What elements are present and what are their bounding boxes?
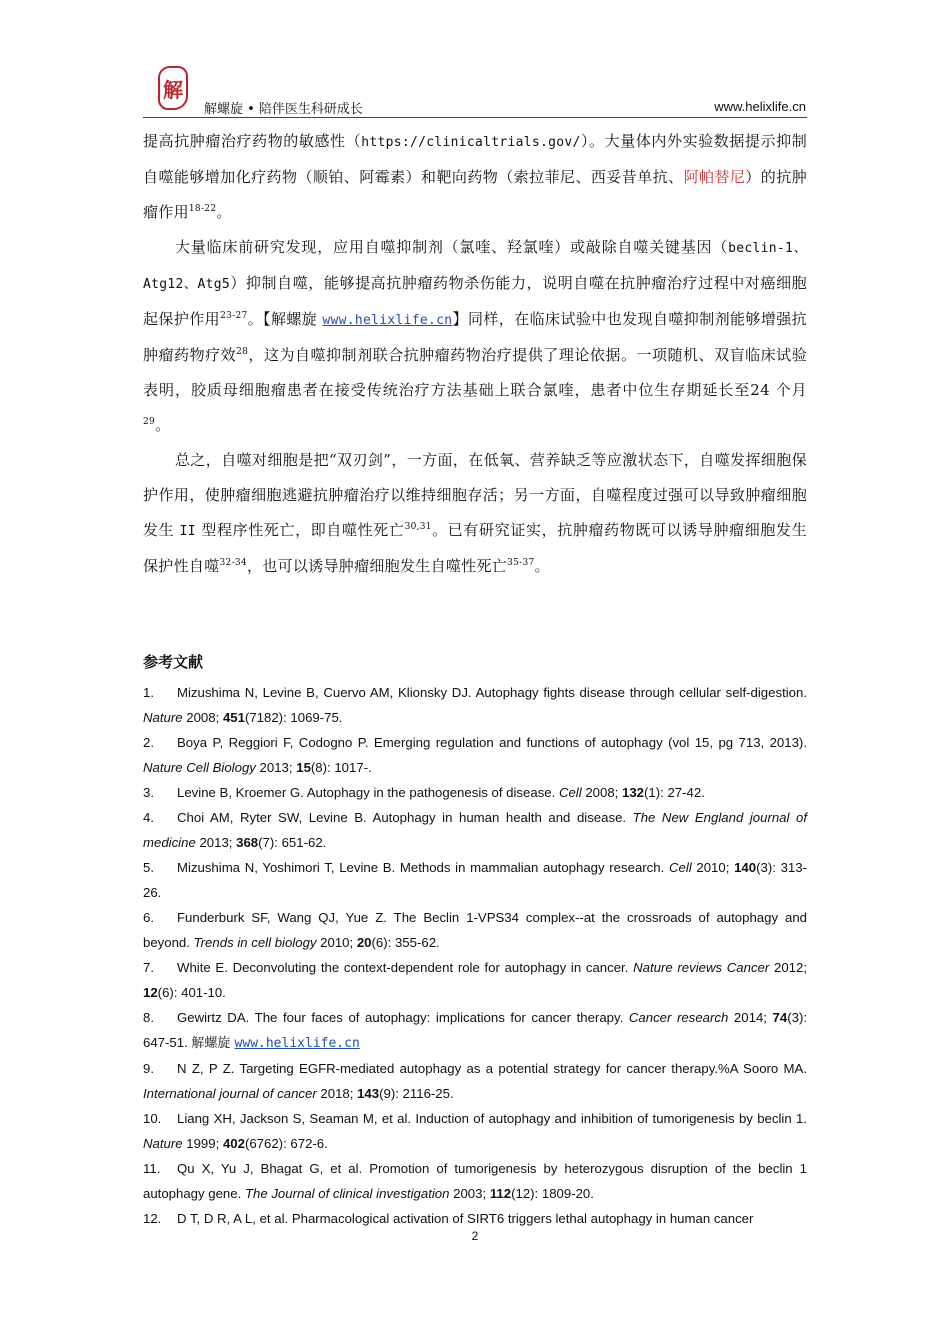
citation: 18-22 <box>188 204 217 214</box>
reference-list <box>143 680 807 1231</box>
reference-item: 10. Liang XH, Jackson S, Seaman M, et al. Induction of autophagy and inhibition of tumorigenesis by beclin 1. Nature 1999; 402(6762): 672-6. <box>143 1111 807 1151</box>
citation: 32-34 <box>219 558 247 568</box>
body-text <box>143 124 807 584</box>
reference-item: 5. Mizushima N, Yoshimori T, Levine B. Methods in mammalian autophagy research. Cell 2010; 140(3): 313-26. <box>143 860 807 900</box>
helixlife-link[interactable]: www.helixlife.cn <box>322 313 453 328</box>
gene-list: beclin-1、Atg12、Atg5 <box>143 241 807 292</box>
header-slogan: 解螺旋 • 陪伴医生科研成长 <box>204 102 363 117</box>
reference-item: 4. Choi AM, Ryter SW, Levine B. Autophagy in human health and disease. The New England journal of medicine 2013; 368(7): 651-62. <box>143 810 808 850</box>
reference-item: 1. Mizushima N, Levine B, Cuervo AM, Klionsky DJ. Autophagy fights disease through cellular self-digestion. Nature 2008; 451(7182): 1069-75. <box>143 685 807 725</box>
paragraph-3: 总之，自噬对细胞是把“双刃剑”，一方面，在低氧、营养缺乏等应激状态下，自噬发挥细胞保护作用，使肿瘤细胞逃避抗肿瘤治疗以维持细胞存活；另一方面，自噬程度过强可以导致肿瘤细胞发生 II 型程序性死亡，即自噬性死亡$^{30,31}$。已有研究证实，抗肿瘤药物既可以诱导肿瘤细胞发生保护性自噬$^{32-34}$，也可以诱导肿瘤细胞发生自噬性死亡$^{35-37}$。 <box>143 451 807 575</box>
highlighted-drug: 阿帕替尼 <box>683 168 746 186</box>
reference-item: 3. Levine B, Kroemer G. Autophagy in the pathogenesis of disease. Cell 2008; 132(1): 27-42. <box>143 785 705 800</box>
reference-item: 6. Funderburk SF, Wang QJ, Yue Z. The Beclin 1-VPS34 complex--at the crossroads of autophagy and beyond. Trends in cell biology 2010; 20(6): 355-62. <box>143 910 807 950</box>
reference-item: 11. Qu X, Yu J, Bhagat G, et al. Promotion of tumorigenesis by heterozygous disruption of the beclin 1 autophagy gene. The Journal of clinical investigation 2003; 112(12): 1809-20. <box>143 1161 807 1201</box>
reference-item: 7. White E. Deconvoluting the context-dependent role for autophagy in cancer. Nature reviews Cancer 2012; 12(6): 401-10. <box>143 960 807 1000</box>
reference-item: 8. Gewirtz DA. The four faces of autophagy: implications for cancer therapy. Cancer research 2014; 74(3): 647-51. 解螺旋 www.helixlife.cn <box>143 1010 807 1051</box>
reference-item: 2. Boya P, Reggiori F, Codogno P. Emerging regulation and functions of autophagy (vol 15, pg 713, 2013). Nature Cell Biology 2013; 15(8): 1017-. <box>143 735 807 775</box>
clinicaltrials-url: https://clinicaltrials.gov/ <box>361 135 581 150</box>
page-number: 2 <box>471 1229 479 1243</box>
citation: 30,31 <box>404 522 432 532</box>
helixlife-link[interactable]: www.helixlife.cn <box>234 1036 360 1051</box>
references-heading: 参考文献 <box>143 653 204 671</box>
citation: 29 <box>143 417 156 427</box>
citation: 35-37 <box>507 558 535 568</box>
helixlife-logo: 解 <box>158 66 188 110</box>
header-website[interactable]: www.helixlife.cn <box>714 99 806 114</box>
reference-item: 12. D T, D R, A L, et al. Pharmacological activation of SIRT6 triggers lethal autophagy in human cancer <box>143 1211 754 1226</box>
paragraph-2: 大量临床前研究发现，应用自噬抑制剂（氯喹、羟氯喹）或敲除自噬关键基因（beclin-1、Atg12、Atg5）抑制自噬，能够提高抗肿瘤药物杀伤能力，说明自噬在抗肿瘤治疗过程中对癌细胞起保护作用$^{23-27}$。【解螺旋 www.helixlife.cn】同样，在临床试验中也发现自噬抑制剂能够增强抗肿瘤药物疗效$^{28}$，这为自噬抑制剂联合抗肿瘤药物治疗提供了理论依据。一项随机、双盲临床试验表明，胶质母细胞瘤患者在接受传统治疗方法基础上联合氯喹，患者中位生存期延长至24 个月$^{29}$。 <box>143 238 807 434</box>
reference-item: 9. N Z, P Z. Targeting EGFR-mediated autophagy as a potential strategy for cancer therapy.%A Sooro MA. International journal of cancer 2018; 143(9): 2116-25. <box>143 1061 807 1101</box>
citation: 23-27 <box>220 311 248 321</box>
header-divider <box>143 117 807 118</box>
paragraph-1: 提高抗肿瘤治疗药物的敏感性（https://clinicaltrials.gov/）。大量体内外实验数据提示抑制自噬能够增加化疗药物（顺铂、阿霉素）和靶向药物（索拉菲尼、西妥昔单抗、阿帕替尼）的抗肿瘤作用$^{18-22}$。 <box>143 132 807 221</box>
citation: 28 <box>236 347 249 357</box>
